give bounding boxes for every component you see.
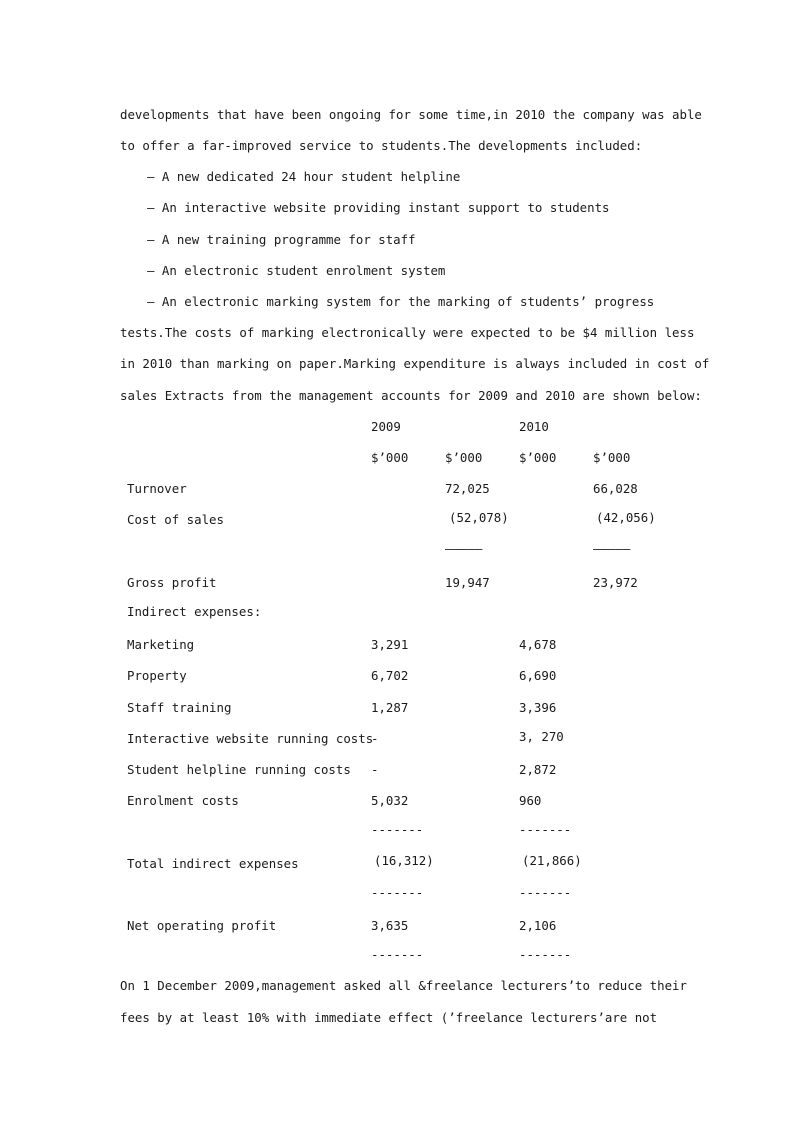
intro-line-1: developments that have been ongoing for some time,in 2010 the company was able bbox=[120, 107, 702, 122]
bullet-item: – An electronic student enrolment system bbox=[147, 263, 446, 278]
cost-of-sales-label: Cost of sales bbox=[127, 512, 224, 527]
year-2010-header: 2010 bbox=[519, 419, 549, 434]
gross-profit-2010: 23,972 bbox=[593, 575, 638, 590]
unit-header: $’000 bbox=[371, 450, 409, 465]
net-profit-label: Net operating profit bbox=[127, 918, 277, 933]
table-row-label: Marketing bbox=[127, 637, 195, 652]
table-row-2009: 3,291 bbox=[371, 637, 409, 652]
net-profit-2010: 2,106 bbox=[519, 918, 557, 933]
table-row-label: Property bbox=[127, 668, 187, 683]
table-row-label: Enrolment costs bbox=[127, 793, 239, 808]
year-2009-header: 2009 bbox=[371, 419, 401, 434]
table-row-2009: - bbox=[371, 762, 379, 777]
total-indirect-2009: (16,312) bbox=[374, 853, 434, 868]
table-row-2010: 4,678 bbox=[519, 637, 557, 652]
unit-header: $’000 bbox=[593, 450, 631, 465]
unit-header: $’000 bbox=[445, 450, 483, 465]
outro-line-2: fees by at least 10% with immediate effect (’freelance lecturers’are not bbox=[120, 1010, 658, 1025]
cost-of-sales-2009: (52,078) bbox=[449, 510, 509, 525]
table-row-2009: 5,032 bbox=[371, 793, 409, 808]
body-line: sales Extracts from the management accounts for 2009 and 2010 are shown below: bbox=[120, 388, 702, 403]
body-line: tests.The costs of marking electronically were expected to be $4 million less bbox=[120, 325, 695, 340]
table-row-2010: 960 bbox=[519, 793, 542, 808]
gross-profit-2009: 19,947 bbox=[445, 575, 490, 590]
table-row-2010: 2,872 bbox=[519, 762, 557, 777]
table-row-2009: 1,287 bbox=[371, 700, 409, 715]
bullet-item: – An interactive website providing instant support to students bbox=[147, 200, 610, 215]
turnover-2010: 66,028 bbox=[593, 481, 638, 496]
net-divider: ------- bbox=[371, 885, 424, 900]
total-indirect-2010: (21,866) bbox=[522, 853, 582, 868]
unit-header: $’000 bbox=[519, 450, 557, 465]
table-row-label: Interactive website running costs bbox=[127, 731, 374, 746]
indirect-expenses-header: Indirect expenses: bbox=[127, 604, 262, 619]
table-row-2010: 6,690 bbox=[519, 668, 557, 683]
turnover-2009: 72,025 bbox=[445, 481, 490, 496]
table-row-label: Staff training bbox=[127, 700, 232, 715]
gross-profit-label: Gross profit bbox=[127, 575, 217, 590]
outro-line-1: On 1 December 2009,management asked all &freelance lecturers’to reduce their bbox=[120, 978, 687, 993]
turnover-label: Turnover bbox=[127, 481, 187, 496]
cost-of-sales-2010: (42,056) bbox=[596, 510, 656, 525]
table-row-2009: 6,702 bbox=[371, 668, 409, 683]
bullet-item: – An electronic marking system for the marking of students’ progress bbox=[147, 294, 655, 309]
gross-divider: ————— bbox=[445, 541, 483, 556]
bullet-item: – A new training programme for staff bbox=[147, 232, 416, 247]
gross-divider: ————— bbox=[593, 541, 631, 556]
total-divider: ------- bbox=[371, 822, 424, 837]
table-row-2010: 3, 270 bbox=[519, 729, 564, 744]
total-divider: ------- bbox=[519, 822, 572, 837]
table-row-2010: 3,396 bbox=[519, 700, 557, 715]
intro-line-2: to offer a far-improved service to students.The developments included: bbox=[120, 138, 643, 153]
table-row-2009: - bbox=[371, 731, 379, 746]
final-divider: ------- bbox=[371, 947, 424, 962]
total-indirect-label: Total indirect expenses bbox=[127, 856, 299, 871]
net-divider: ------- bbox=[519, 885, 572, 900]
body-line: in 2010 than marking on paper.Marking expenditure is always included in cost of bbox=[120, 356, 710, 371]
bullet-item: – A new dedicated 24 hour student helpline bbox=[147, 169, 461, 184]
net-profit-2009: 3,635 bbox=[371, 918, 409, 933]
table-row-label: Student helpline running costs bbox=[127, 762, 351, 777]
final-divider: ------- bbox=[519, 947, 572, 962]
